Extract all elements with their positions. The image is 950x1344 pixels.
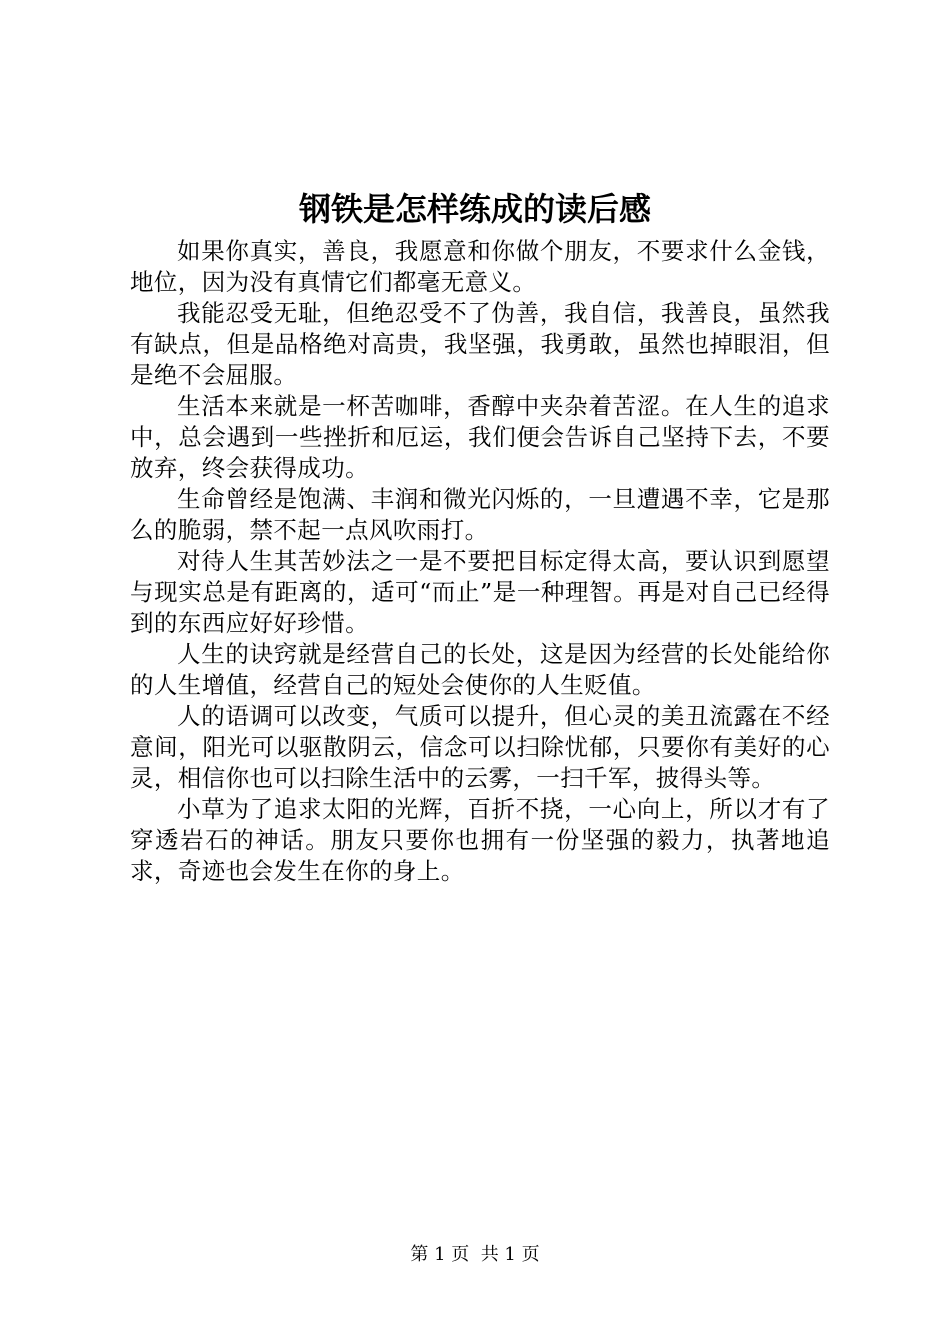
paragraph: 生活本来就是一杯苦咖啡，香醇中夹杂着苦涩。在人生的追求中，总会遇到一些挫折和厄运，我们便会告诉自己坚持下去，不要放弃，终会获得成功。 (130, 392, 830, 482)
document-title: 钢铁是怎样练成的读后感 (298, 190, 651, 228)
document-body (130, 236, 830, 887)
paragraph: 对待人生其苦妙法之一是不要把目标定得太高，要认识到愿望与现实总是有距离的，适可“而止”是一种理智。再是对自己已经得到的东西应好好珍惜。 (130, 547, 830, 637)
paragraph: 我能忍受无耻，但绝忍受不了伪善，我自信，我善良，虽然我有缺点，但是品格绝对高贵，我坚强，我勇敢，虽然也掉眼泪，但是绝不会屈服。 (130, 299, 830, 389)
paragraph: 人的语调可以改变，气质可以提升，但心灵的美丑流露在不经意间，阳光可以驱散阴云，信念可以扫除忧郁，只要你有美好的心灵，相信你也可以扫除生活中的云雾，一扫千军，披得头等。 (130, 702, 830, 792)
paragraph: 生命曾经是饱满、丰润和微光闪烁的，一旦遭遇不幸，它是那么的脆弱，禁不起一点风吹雨打。 (130, 485, 830, 544)
page-number: 第 1 页 共 1 页 (410, 1244, 540, 1265)
paragraph: 如果你真实，善良，我愿意和你做个朋友，不要求什么金钱，地位，因为没有真情它们都毫无意义。 (130, 237, 830, 296)
paragraph: 小草为了追求太阳的光辉，百折不挠，一心向上，所以才有了穿透岩石的神话。朋友只要你也拥有一份坚强的毅力，执著地追求，奇迹也会发生在你的身上。 (130, 795, 830, 885)
paragraph: 人生的诀窍就是经营自己的长处，这是因为经营的长处能给你的人生增值，经营自己的短处会使你的人生贬值。 (130, 640, 830, 699)
page-footer (0, 1243, 950, 1267)
